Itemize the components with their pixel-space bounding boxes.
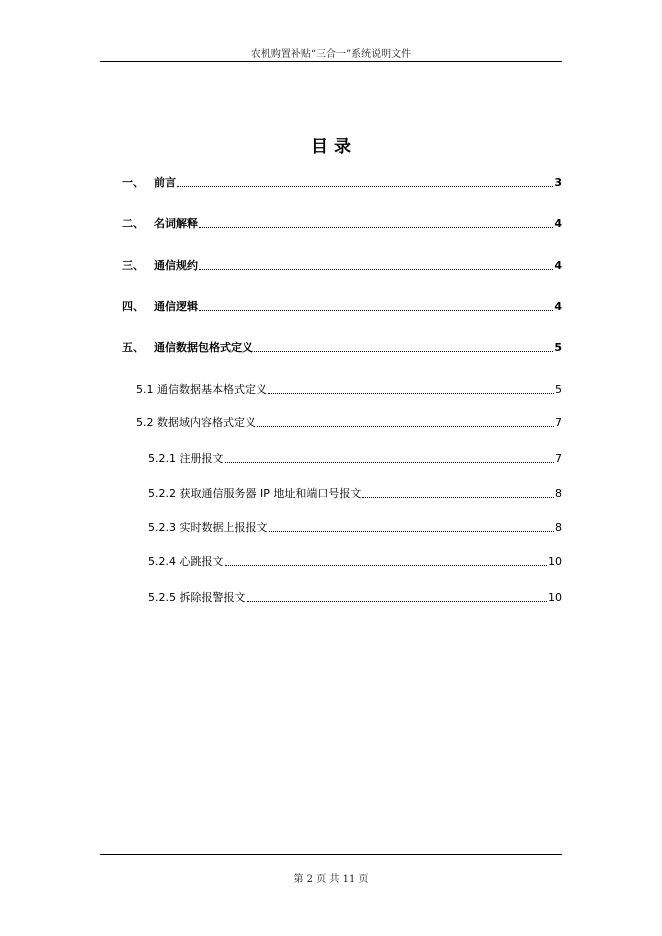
- toc-leader-dots: [254, 351, 553, 352]
- toc-leader-dots: [269, 531, 555, 532]
- page-header: 农机购置补贴“三合一”系统说明文件: [250, 49, 412, 60]
- toc-entry-page: 10: [548, 555, 562, 568]
- toc-entry-page: 8: [555, 521, 562, 534]
- header-rule: [100, 61, 562, 62]
- footer-rule: [100, 854, 562, 855]
- toc-entry-page: 3: [554, 176, 562, 189]
- toc-entry-5-2-1[interactable]: [148, 450, 562, 468]
- toc-entry-label: 通信规约: [154, 259, 198, 272]
- toc-entry-page: 4: [554, 217, 562, 230]
- toc-entry-5-2-4[interactable]: [148, 553, 562, 571]
- toc-entry-5-1[interactable]: [136, 381, 562, 399]
- toc-leader-dots: [225, 462, 555, 463]
- toc-entry-label: 5.2.4 心跳报文: [148, 555, 224, 568]
- toc-entry-label: 5.2 数据域内容格式定义: [136, 416, 256, 429]
- page-footer: 第 2 页 共 11 页: [293, 874, 369, 885]
- toc-leader-dots: [225, 565, 548, 566]
- toc-entry-page: 5: [555, 383, 562, 396]
- toc-entry-label: 5.1 通信数据基本格式定义: [136, 383, 267, 396]
- toc-entry-label: 5.2.2 获取通信服务器 IP 地址和端口号报文: [148, 487, 362, 500]
- toc-entry-5-2-2[interactable]: [148, 485, 562, 503]
- toc-entry-5-2[interactable]: [136, 414, 562, 432]
- toc-leader-dots: [268, 393, 554, 394]
- toc-leader-dots: [199, 227, 553, 228]
- toc-entry-label: 5.2.3 实时数据上报报文: [148, 521, 268, 534]
- toc-entry-label: 名词解释: [154, 217, 198, 230]
- toc-leader-dots: [199, 310, 553, 311]
- toc-title: 目 录: [311, 137, 351, 157]
- toc-leader-dots: [257, 426, 554, 427]
- toc-entry-5-2-5[interactable]: [148, 589, 562, 607]
- toc-leader-dots: [177, 186, 553, 187]
- toc-leader-dots: [247, 601, 548, 602]
- toc-leader-dots: [199, 269, 553, 270]
- toc-entry-5-2-3[interactable]: [148, 519, 562, 537]
- toc-entry-label: 通信数据包格式定义: [154, 341, 253, 354]
- toc-entry-number: 五、: [122, 341, 144, 354]
- toc-entry-page: 5: [554, 341, 562, 354]
- toc-entry-protocol[interactable]: [122, 257, 562, 275]
- toc-entry-packet-format[interactable]: [122, 339, 562, 357]
- toc-entry-glossary[interactable]: [122, 215, 562, 233]
- toc-entry-logic[interactable]: [122, 298, 562, 316]
- toc-entry-number: 三、: [122, 259, 144, 272]
- toc-leader-dots: [362, 497, 554, 498]
- toc-entry-page: 8: [555, 487, 562, 500]
- toc-entry-page: 4: [554, 259, 562, 272]
- toc-entry-page: 4: [554, 300, 562, 313]
- toc-entry-label: 前言: [154, 176, 176, 189]
- toc-entry-label: 5.2.1 注册报文: [148, 452, 224, 465]
- toc-entry-number: 二、: [122, 217, 144, 230]
- toc-entry-page: 10: [548, 591, 562, 604]
- toc-entry-page: 7: [555, 416, 562, 429]
- toc-entry-number: 一、: [122, 176, 144, 189]
- toc-entry-label: 5.2.5 拆除报警报文: [148, 591, 246, 604]
- toc-entry-label: 通信逻辑: [154, 300, 198, 313]
- toc-entry-preface[interactable]: [122, 174, 562, 192]
- toc-entry-page: 7: [555, 452, 562, 465]
- toc-entry-number: 四、: [122, 300, 144, 313]
